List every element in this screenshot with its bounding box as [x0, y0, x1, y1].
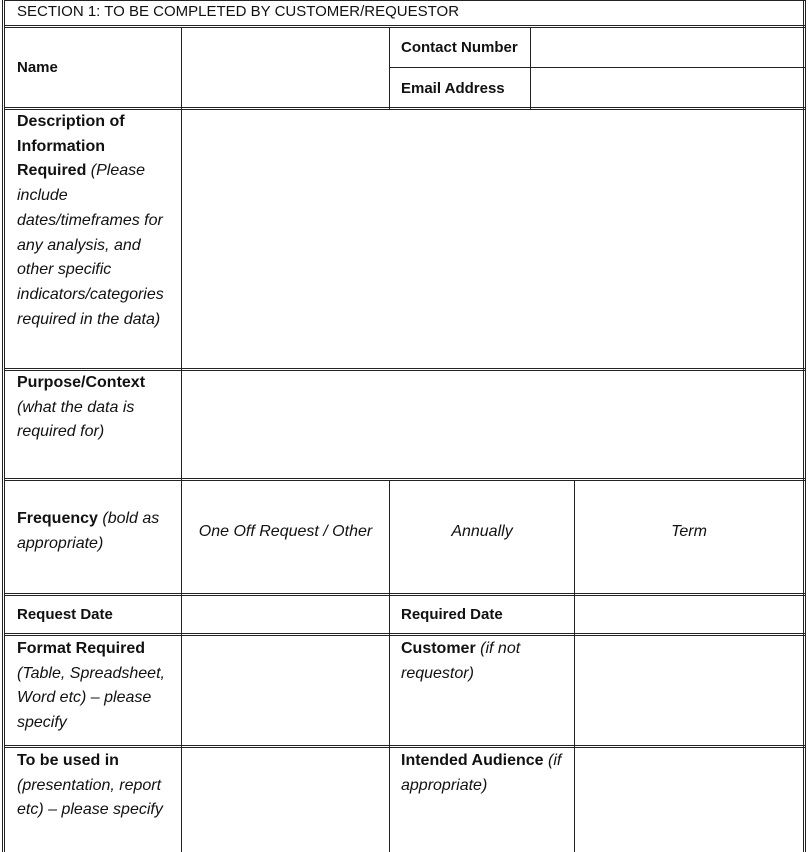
- contact-number-label: Contact Number: [401, 39, 518, 56]
- section-title: SECTION 1: TO BE COMPLETED BY CUSTOMER/REQUESTOR: [17, 3, 460, 20]
- customer-label-hint: (if not requestor): [401, 640, 521, 682]
- request-date-input[interactable]: [182, 596, 389, 633]
- description-label-hint: (Please include dates/timeframes for any analysis, and other specific indicators/categories required in the data): [17, 162, 164, 328]
- email-address-input[interactable]: [531, 68, 803, 107]
- frequency-option-annually[interactable]: Annually: [451, 523, 513, 540]
- description-label: [17, 110, 177, 332]
- description-input[interactable]: [182, 110, 803, 368]
- used-in-input[interactable]: [182, 748, 389, 852]
- email-address-label: Email Address: [401, 80, 505, 97]
- contact-divider-left: [389, 67, 531, 68]
- used-in-label: [17, 749, 177, 823]
- audience-label: [401, 749, 571, 798]
- customer-input[interactable]: [575, 636, 803, 745]
- purpose-row-bottom: [5, 478, 805, 481]
- description-label-bold: Description of Information Required: [17, 113, 125, 180]
- used-in-label-hint: (presentation, report etc) – please specify: [17, 776, 163, 819]
- name-input[interactable]: [182, 27, 389, 107]
- format-label-hint: (Table, Spreadsheet, Word etc) – please specify: [17, 664, 165, 732]
- col-divider-2-top: [389, 27, 390, 109]
- used-in-label-bold: To be used in: [17, 752, 119, 769]
- audience-label-bold: Intended Audience: [401, 752, 544, 769]
- customer-label-bold: Customer: [401, 640, 476, 657]
- required-date-input[interactable]: [575, 596, 803, 633]
- frequency-label-hint: (bold as appropriate): [17, 510, 160, 552]
- purpose-label-bold: Purpose/Context: [17, 374, 146, 391]
- audience-input[interactable]: [575, 748, 803, 852]
- frequency-option-term[interactable]: Term: [671, 523, 707, 540]
- frequency-label-bold: Frequency: [17, 510, 98, 527]
- purpose-label-hint: (what the data is required for): [17, 398, 135, 441]
- audience-label-hint: (if appropriate): [401, 752, 562, 794]
- customer-label: [401, 637, 571, 686]
- required-date-label: Required Date: [401, 606, 503, 623]
- contact-number-input[interactable]: [531, 27, 803, 67]
- frequency-label: [17, 507, 177, 556]
- purpose-label: [17, 371, 177, 445]
- request-date-label: Request Date: [17, 606, 113, 623]
- frequency-option-one-off[interactable]: One Off Request / Other: [198, 523, 373, 540]
- format-input[interactable]: [182, 636, 389, 745]
- format-label-bold: Format Required: [17, 640, 146, 657]
- purpose-input[interactable]: [182, 371, 803, 478]
- name-label: Name: [17, 59, 58, 76]
- format-label: [17, 637, 177, 736]
